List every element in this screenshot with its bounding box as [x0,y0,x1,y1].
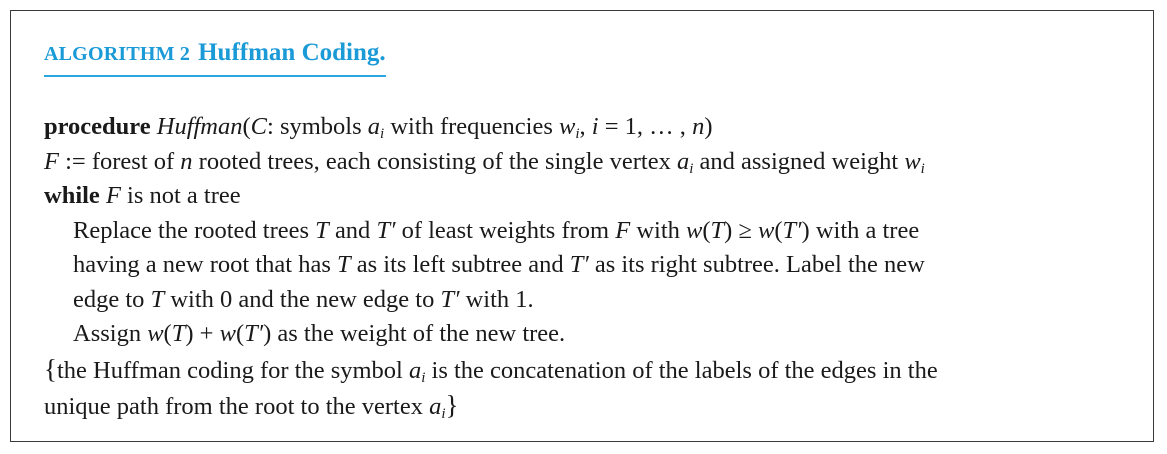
text-fragment: the Huffman coding for the symbol [56,356,409,384]
math-var: a [408,356,422,384]
text-fragment: ) + [185,320,220,347]
math-var: a [367,113,381,140]
text-fragment: rooted trees, each consisting of the single vertex [192,147,677,175]
text-fragment: with 1. [459,285,534,313]
text-fragment: as its left subtree and [350,251,570,278]
math-var: w [559,113,576,140]
math-var: T′ [244,320,264,347]
text-fragment: and [328,216,377,244]
math-var: T [150,285,165,313]
math-var: F [105,182,121,209]
text-fragment: ( [774,216,783,244]
math-var: C [250,113,268,140]
text-fragment: as its right subtree. Label the new [588,251,925,278]
text-fragment: ( [242,113,251,140]
algorithm-title: Huffman Coding. [198,39,386,66]
code-line-forest [44,145,938,180]
text-fragment: ) ≥ [724,216,759,244]
math-var: T′ [782,216,802,244]
text-fragment: ( [163,320,172,347]
text-fragment: unique path from the root to the vertex [44,393,430,420]
math-var: T [171,320,186,347]
subscript: i [380,126,385,142]
text-fragment: ( [702,216,711,244]
open-brace: { [44,353,57,384]
text-fragment: : symbols [267,113,368,140]
math-var: w [758,216,775,244]
text-fragment: = 1, … , [598,113,693,140]
math-var: w [147,320,164,347]
math-var: w [686,216,703,244]
keyword-procedure: procedure [44,113,151,140]
text-fragment: edge to [73,285,151,313]
math-var: T′ [440,285,460,313]
algorithm-number: ALGORITHM 2 [44,43,191,65]
text-fragment: ) with a tree [801,216,920,244]
code-line-comment-end [44,388,938,425]
text-fragment: := forest of [58,147,181,175]
math-var: F [615,216,631,244]
text-fragment: Replace the rooted trees [73,216,316,244]
math-var: F [44,147,59,175]
text-fragment: ) [704,113,713,140]
math-var: T′ [376,216,396,244]
math-var: a [429,393,442,420]
code-line-new-root [44,248,938,283]
math-var: T [337,251,351,278]
math-var: n [180,147,193,175]
text-fragment: with frequencies [384,113,560,140]
math-var: w [219,320,236,347]
text-fragment: , [579,113,592,140]
code-line-assign [44,317,938,352]
keyword-while: while [44,182,100,209]
text-fragment: having a new root that has [73,251,337,278]
code-line-procedure [44,110,938,145]
subscript: i [441,406,446,422]
math-var: T [710,216,725,244]
code-line-replace [44,214,938,249]
code-line-while [44,179,938,214]
math-var: i [591,113,599,140]
algorithm-box [10,10,1154,442]
subscript: i [421,369,426,386]
text-fragment: ( [235,320,245,347]
text-fragment: Assign [73,320,148,347]
math-var: n [692,113,705,140]
math-var: T′ [569,251,589,278]
text-fragment: with 0 and the new edge to [164,285,441,313]
subscript: i [575,126,580,142]
close-brace: } [445,390,459,420]
math-var: a [676,147,690,175]
subscript: i [920,160,925,177]
math-var: T [315,216,329,244]
code-line-label-edges [44,283,938,318]
text-fragment: of least weights from [395,216,616,244]
text-fragment: is not a tree [120,182,241,209]
text-fragment: with [630,216,686,244]
pseudocode [44,110,938,425]
code-line-comment [44,352,938,389]
text-fragment: and assigned weight [693,147,905,175]
procedure-name: Huffman [156,113,243,140]
math-var: w [904,147,921,175]
text-fragment: is the concatenation of the labels of the edges in the [425,356,938,384]
text-fragment: ) as the weight of the new tree. [263,320,566,347]
subscript: i [689,160,694,177]
algorithm-header [44,39,386,77]
